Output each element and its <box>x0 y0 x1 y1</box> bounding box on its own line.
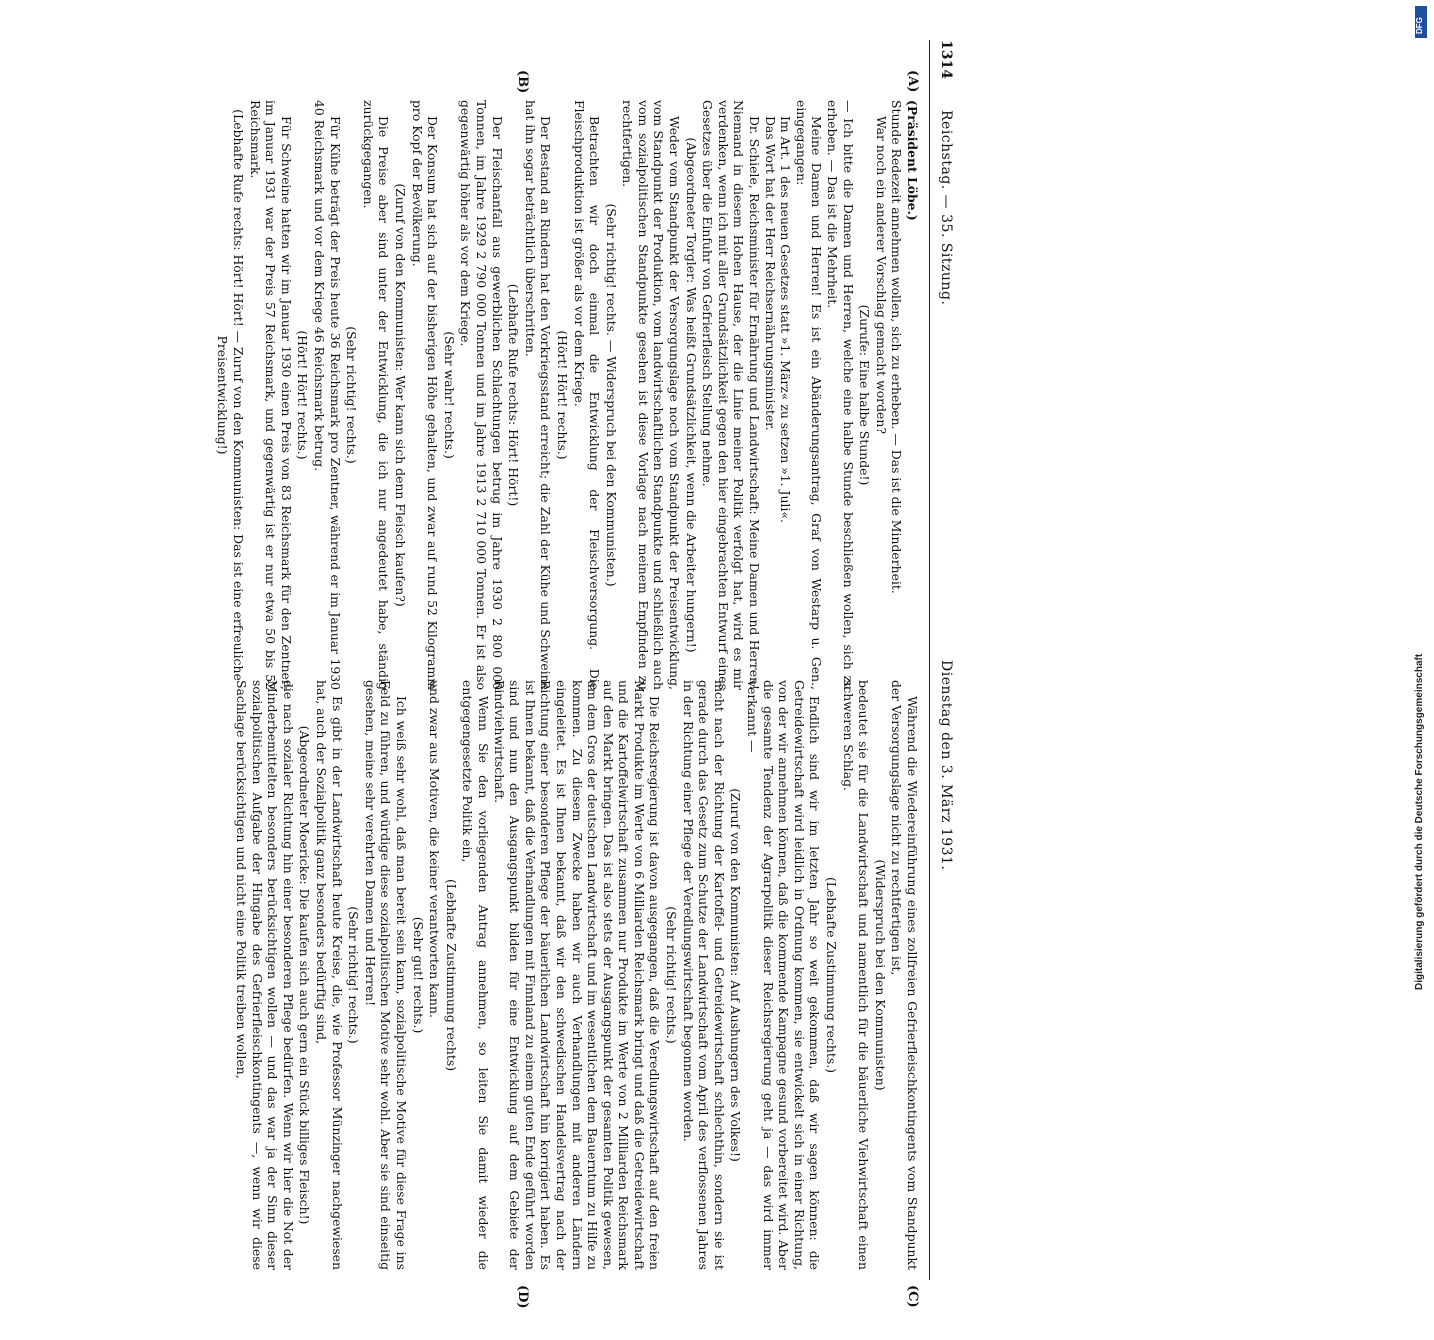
margin-marker-d: (D) <box>515 1285 530 1309</box>
interjection: (Lebhafte Zustimmung rechts.) <box>824 876 840 1074</box>
text-column-right <box>233 680 920 1270</box>
interjection: (Sehr richtig! rechts.) <box>664 906 680 1044</box>
paragraph: bedeutet sie für die Landwirtschaft und namentlich für die bäuerliche Viehwirtschaft einen schweren Schlag. <box>840 680 872 1270</box>
paragraph: Der Fleischanfall aus gewerblichen Schlachtungen betrug im Jahre 1930 2 800 000 Tonnen, im Jahre 1929 2 790 000 Tonnen und im Jahre 1913 2 710 000 Tonnen. Er ist also gegenwärtig höher als vor dem Kriege. <box>458 100 505 690</box>
text-column-left <box>214 100 920 690</box>
interjection: (Zuruf von den Kommunisten: Auf Aushungern des Volkes!) <box>728 788 744 1162</box>
margin-marker-a: (A) <box>905 70 920 93</box>
interjection: (Sehr richtig! rechts.) <box>346 906 362 1044</box>
document-page <box>40 40 1340 1309</box>
paragraph: und zwar aus Motiven, die keiner verantworten kann. <box>427 680 443 1018</box>
interjection: (Hört! Hört! rechts.) <box>554 330 570 460</box>
paragraph: Wenn Sie den vorliegenden Antrag annehmen, so leiten Sie damit wieder die entgegengesetzte Politik ein, <box>460 680 491 1270</box>
interjection: (Widerspruch bei den Kommunisten) <box>872 859 888 1091</box>
paragraph: die nach sozialer Richtung hin einer besonderen Pflege bedürfen. Wenn wir hier die Not der Minderbemittelten besonders berücksichtigen wollen — und das war ja der Sinn dieser sozialpolitischen Aufgabe der Hingabe des Gefrierfleischkontingents —, wenn wir diese Sachlage berücksichtigen und nicht eine Politik treiben wollen, <box>234 680 296 1270</box>
interjection: (Sehr richtig! rechts.) <box>344 326 360 464</box>
dfg-logo: DFG <box>1415 6 1427 38</box>
paragraph: Der Bestand an Rindern hat den Vorkriegsstand erreicht; die Zahl der Kühe und Schweine hat ihn sogar beträchtlich überschritten. <box>522 100 554 690</box>
interjection: (Lebhafte Rufe rechts: Hört! Hört!) <box>506 283 522 507</box>
paragraph: Für Schweine hatten wir im Januar 1930 einen Preis von 83 Reichsmark für den Zentner; im Januar 1931 war der Preis 57 Reichsmark, und gegenwärtig ist er nur etwa 50 bis 52 Reichsmark. <box>247 100 294 690</box>
page-number: 1314 <box>938 40 954 79</box>
interjection: (Lebhafte Zustimmung rechts) <box>443 878 459 1072</box>
paragraph: Der Konsum hat sich auf der bisherigen Höhe gehalten, und zwar auf rund 52 Kilogramm pro Kopf der Bevölkerung. <box>409 100 441 690</box>
paragraph: — Ich bitte die Damen und Herren, welche eine halbe Stunde beschließen wollen, sich zu erheben. — Das ist die Mehrheit. <box>825 100 856 690</box>
interjection: (Sehr richtig! rechts. — Widerspruch bei den Kommunisten.) <box>603 203 619 587</box>
paragraph: Meine Damen und Herren! Es ist ein Abänderungsantrag, Graf von Westarp u. Gen., eingegangen: <box>793 100 825 690</box>
paragraph: Für Kühe beträgt der Preis heute 36 Reichsmark pro Zentner, während er im Januar 1930 40 Reichsmark und vor dem Kriege 46 Reichsmark betrug. <box>312 100 343 690</box>
interjection: (Hört! Hört! rechts.) <box>295 330 311 460</box>
paragraph: Das Wort hat der Herr Reichsernährungsminister. <box>762 116 778 431</box>
rotated-page-content <box>40 40 960 1340</box>
paragraph: Endlich sind wir im letzten Jahr so weit gekommen, daß wir sagen können: die Getreidewirtschaft wird leidlich in Ordnung kommen, sie entwickelt sich in einer Richtung, von der wir annehmen können, daß die kommende Kampagne gesund vorbereitet wird. Aber die gesamte Tendenz der Agrarpolitik dieser Reichsregierung geht ja — das wird immer verkannt — <box>745 680 823 1270</box>
interjection: (Sehr gut! rechts.) <box>410 916 426 1034</box>
interjection: (Sehr wahr! rechts.) <box>441 331 457 459</box>
paragraph: Dr. Schiele, Reichsminister für Ernährung und Landwirtschaft: Meine Damen und Herren! Niemand in diesem Hohen Hause, der die Linie meiner Politik verfolgt hat, wird es mir verdenken, wenn ich mit aller Grundsätzlichkeit gegen den hier eingebrachten Entwurf eines Gesetzes über die Einfuhr von Gefrierfleisch Stellung nehme. <box>700 100 763 690</box>
paragraph: nicht nach der Richtung der Kartoffel- und Getreidewirtschaft schlechthin, sondern sie ist gerade durch das Gesetz zum Schutze der Landwirtschaft vom April des verflossenen Jahres in der Richtung einer Pflege der Veredlungswirtschaft begonnen worden. <box>680 680 727 1270</box>
paragraph: Die Reichsregierung ist davon ausgegangen, daß die Veredlungswirtschaft auf den freien Markt Produkte im Werte von 6 Milliarden Reichsmark bringt und daß die Getreidewirtschaft und die Kartoffelwirtschaft zusammen nur Produkte im Werte von 2 Milliarden Reichsmark auf den Markt bringen. Das ist also stets der Ausgangspunkt der gesamten Politik gewesen, um dem Gros der deutschen Landwirtschaft und im wesentlichen dem Bauerntum zu Hilfe zu kommen. Zu diesem Zwecke haben wir auch Verhandlungen mit anderen Ländern eingeleitet. Es ist Ihnen bekannt, daß wir den schwedischen Handelsvertrag nach der Richtung einer besonderen Pflege der bäuerlichen Landwirtschaft hin korrigiert haben. Es ist Ihnen bekannt, daß die Verhandlungen mit Finnland zu einem guten Ende geführt worden sind und nun den Ausgangspunkt bilden für eine Entwicklung auf dem Gebiete der Rindviehwirtschaft. <box>491 680 663 1270</box>
speaker-note: (Präsident Löbe.) <box>905 100 920 221</box>
digitization-credit <box>1414 10 1428 990</box>
interjection: (Lebhafte Rufe rechts: Hört! Hört! — Zuruf von den Kommunisten: Das ist eine erfreuliche Preisentwicklung!) <box>215 109 247 681</box>
quotation: Im Art. 1 des neuen Gesetzes statt »1. März« zu setzen »1. Juli«. <box>778 116 794 523</box>
digitization-credit-text: Digitalisierung gefördert durch die Deutsche Forschungsgemeinschaft <box>1414 653 1425 990</box>
interjection: (Abgeordneter Moericke: Die kaufen sich auch gern ein Stück billiges Fleisch!) <box>297 725 313 1225</box>
paragraph: Ich weiß sehr wohl, daß man bereit sein kann, sozialpolitische Motive für diese Frage ins Feld zu führen, und würdige diese sozialpolitischen Motive sehr wohl. Aber sie sind einseitig gesehen, meine sehr verehrten Damen und Herren! <box>362 680 409 1270</box>
paragraph: Die Preise aber sind unter der Entwicklung, die ich nur angedeutet habe, ständig zurückgegangen. <box>360 100 392 690</box>
interjection: (Zurufe: Eine halbe Stunde!) <box>857 304 873 486</box>
paragraph: Während die Wiedereinführung eines zollfreien Gefrierfleischkontingents vom Standpunkt der Versorgungslage nicht zu rechtfertigen ist, <box>889 680 920 1270</box>
paragraph: Betrachten wir doch einmal die Entwicklung der Fleischversorgung. Die Fleischproduktion ist größer als vor dem Kriege. <box>571 100 603 690</box>
paragraph: War noch ein anderer Vorschlag gemacht worden? <box>873 116 889 434</box>
paragraph: Es gibt in der Landwirtschaft heute Kreise, die, wie Professor Münzinger nachgewiesen hat, auch der Sozialpolitik ganz besonders bedürftig sind, <box>314 680 345 1270</box>
session-date: Dienstag den 3. März 1931. <box>938 660 954 871</box>
margin-marker-c: (C) <box>905 1285 920 1308</box>
session-title: Reichstag. — 35. Sitzung. <box>938 110 954 306</box>
paragraph: Weder vom Standpunkt der Versorgungslage noch vom Standpunkt der Preisentwicklung, vom Standpunkt der Produktion, vom landwirtschaftlichen Standpunkte und schließlich auch vom sozialpolitischen Standpunkte gesehen ist diese Vorlage nach meinem Empfinden zu rechtfertigen. <box>620 100 683 690</box>
margin-marker-b: (B) <box>515 70 530 94</box>
page-header <box>929 40 960 1280</box>
interjection: (Zuruf von den Kommunisten: Wer kann sich denn Fleisch kaufen?) <box>393 183 408 607</box>
paragraph: Stunde Redezeit annehmen wollen, sich zu erheben. — Das ist die Minderheit. <box>889 100 905 594</box>
interjection: (Abgeordneter Torgler: Was heißt Grundsätzlichkeit, wenn die Arbeiter hungern!) <box>683 137 699 653</box>
